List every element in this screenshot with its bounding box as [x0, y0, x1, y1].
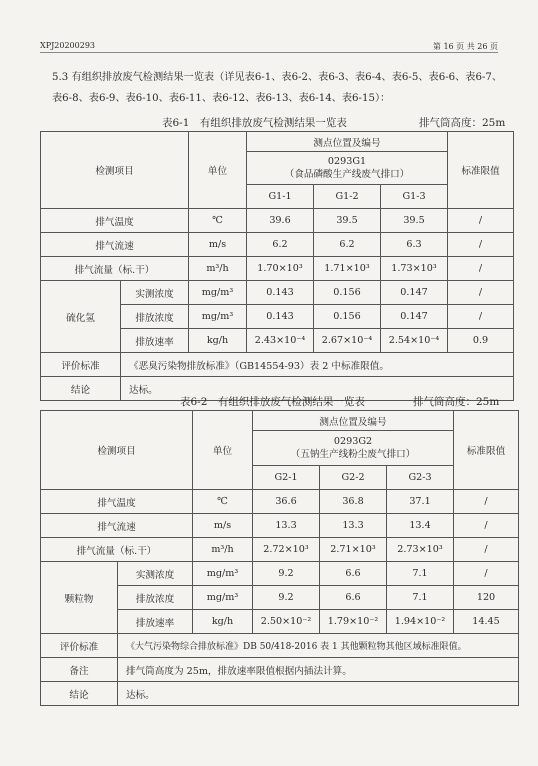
limit-cell: / — [454, 490, 519, 514]
page-header — [40, 41, 498, 53]
page-number: 第 16 页 共 26 页 — [432, 42, 498, 51]
standard-label: 评价标准 — [41, 634, 118, 658]
table-row — [41, 257, 514, 281]
row-label: 排放浓度 — [121, 305, 189, 329]
value-cell: 6.2 — [314, 233, 381, 257]
row-label: 排气流速 — [41, 514, 193, 538]
row-label: 实测浓度 — [118, 562, 193, 586]
table-row — [41, 281, 514, 305]
value-cell: 39.5 — [381, 209, 448, 233]
value-cell: 6.6 — [320, 586, 387, 610]
table-row — [41, 353, 514, 377]
table-row — [41, 233, 514, 257]
header-limit: 标准限值 — [448, 132, 514, 209]
value-cell: 1.70×10³ — [247, 257, 314, 281]
row-label: 实测浓度 — [121, 281, 189, 305]
header-limit: 标准限值 — [454, 411, 519, 490]
conclusion-label: 结论 — [41, 377, 121, 401]
point-code: 0293G2 — [333, 436, 373, 447]
table-row — [41, 634, 519, 658]
limit-cell: / — [454, 562, 519, 586]
table2-caption: 表6-2 有组织排放废气检测结果一览表 — [180, 396, 365, 408]
row-label: 排放速率 — [118, 610, 193, 634]
unit-cell: ℃ — [189, 209, 247, 233]
value-cell: 0.156 — [314, 281, 381, 305]
value-cell: 37.1 — [387, 490, 454, 514]
header-item: 检测项目 — [41, 132, 189, 209]
value-cell: 6.2 — [247, 233, 314, 257]
value-cell: 2.73×10³ — [387, 538, 454, 562]
limit-cell: 0.9 — [448, 329, 514, 353]
value-cell: 0.143 — [247, 305, 314, 329]
pollutant-label: 硫化氢 — [41, 281, 121, 353]
limit-cell: / — [448, 257, 514, 281]
point-desc: （五钠生产线粉尘废气排口） — [290, 449, 416, 460]
value-cell: 6.3 — [381, 233, 448, 257]
limit-cell: 14.45 — [454, 610, 519, 634]
unit-cell: mg/m³ — [193, 586, 253, 610]
value-cell: 2.54×10⁻⁴ — [381, 329, 448, 353]
value-cell: 13.3 — [253, 514, 320, 538]
value-cell: 39.5 — [314, 209, 381, 233]
standard-text: 《恶臭污染物排放标准》（GB14554-93）表 2 中标准限值。 — [121, 353, 514, 377]
table-row — [41, 209, 514, 233]
table2-stack-height: 排气筒高度：25m — [413, 396, 500, 408]
value-cell: 36.8 — [320, 490, 387, 514]
table-row — [41, 658, 519, 682]
row-label: 排气温度 — [41, 209, 189, 233]
row-label: 排气流量（标.干） — [41, 538, 193, 562]
unit-cell: m/s — [193, 514, 253, 538]
header-point: 测点位置及编号 — [247, 132, 448, 152]
value-cell: 6.6 — [320, 562, 387, 586]
note-label: 备注 — [41, 658, 118, 682]
value-cell: 13.4 — [387, 514, 454, 538]
row-label: 排放浓度 — [118, 586, 193, 610]
unit-cell: ℃ — [193, 490, 253, 514]
limit-cell: / — [448, 305, 514, 329]
value-cell: 39.6 — [247, 209, 314, 233]
value-cell: 7.1 — [387, 562, 454, 586]
point-cell — [253, 431, 454, 466]
value-cell: 2.67×10⁻⁴ — [314, 329, 381, 353]
unit-cell: m/s — [189, 233, 247, 257]
value-cell: 0.147 — [381, 281, 448, 305]
limit-cell: / — [448, 209, 514, 233]
limit-cell: / — [448, 281, 514, 305]
value-cell: 7.1 — [387, 586, 454, 610]
value-cell: 0.143 — [247, 281, 314, 305]
sample-id: G1-2 — [314, 185, 381, 209]
row-label: 排气流量（标.干） — [41, 257, 189, 281]
unit-cell: kg/h — [193, 610, 253, 634]
point-desc: （食品磷酸生产线废气排口） — [284, 169, 410, 180]
conclusion-text: 达标。 — [118, 682, 519, 706]
value-cell: 1.94×10⁻² — [387, 610, 454, 634]
value-cell: 13.3 — [320, 514, 387, 538]
pollutant-label: 颗粒物 — [41, 562, 118, 634]
limit-cell: 120 — [454, 586, 519, 610]
table-row — [41, 490, 519, 514]
conclusion-text: 达标。 — [121, 377, 514, 401]
table-row — [41, 514, 519, 538]
table-row — [41, 538, 519, 562]
unit-cell: mg/m³ — [193, 562, 253, 586]
header-rule — [40, 52, 498, 53]
document-code: XPJ20200293 — [40, 41, 96, 50]
header-unit: 单位 — [189, 132, 247, 209]
unit-cell: mg/m³ — [189, 281, 247, 305]
table1 — [40, 131, 514, 401]
value-cell: 2.50×10⁻² — [253, 610, 320, 634]
sample-id: G1-3 — [381, 185, 448, 209]
conclusion-label: 结论 — [41, 682, 118, 706]
sample-id: G2-1 — [253, 466, 320, 490]
value-cell: 0.156 — [314, 305, 381, 329]
standard-text: 《大气污染物综合排放标准》DB 50/418-2016 表 1 其他颗粒物其他区域标准限值。 — [118, 634, 519, 658]
point-code: 0293G1 — [327, 156, 367, 167]
standard-label: 评价标准 — [41, 353, 121, 377]
value-cell: 1.73×10³ — [381, 257, 448, 281]
sample-id: G2-3 — [387, 466, 454, 490]
value-cell: 2.72×10³ — [253, 538, 320, 562]
header-item: 检测项目 — [41, 411, 193, 490]
unit-cell: kg/h — [189, 329, 247, 353]
row-label: 排放速率 — [121, 329, 189, 353]
header-unit: 单位 — [193, 411, 253, 490]
table-row — [41, 682, 519, 706]
value-cell: 1.79×10⁻² — [320, 610, 387, 634]
table2 — [40, 410, 519, 706]
table-row — [41, 562, 519, 586]
unit-cell: m³/h — [193, 538, 253, 562]
limit-cell: / — [454, 538, 519, 562]
value-cell: 0.147 — [381, 305, 448, 329]
value-cell: 2.43×10⁻⁴ — [247, 329, 314, 353]
row-label: 排气温度 — [41, 490, 193, 514]
unit-cell: mg/m³ — [189, 305, 247, 329]
point-cell — [247, 152, 448, 185]
row-label: 排气流速 — [41, 233, 189, 257]
value-cell: 9.2 — [253, 586, 320, 610]
table1-caption: 表6-1 有组织排放废气检测结果一览表 — [162, 117, 347, 129]
value-cell: 2.71×10³ — [320, 538, 387, 562]
limit-cell: / — [454, 514, 519, 538]
unit-cell: m³/h — [189, 257, 247, 281]
value-cell: 36.6 — [253, 490, 320, 514]
section-intro: 5.3 有组织排放废气检测结果一览表（详见表6-1、表6-2、表6-3、表6-4、表6-5、表6-6、表6-7、表6-8、表6-9、表6-10、表6-11、表6-12、表6-13、表6-14、表6-15）： — [52, 72, 503, 104]
value-cell: 1.71×10³ — [314, 257, 381, 281]
table1-stack-height: 排气筒高度：25m — [419, 117, 506, 129]
note-text: 排气筒高度为 25m，排放速率限值根据内插法计算。 — [118, 658, 519, 682]
limit-cell: / — [448, 233, 514, 257]
value-cell: 9.2 — [253, 562, 320, 586]
header-point: 测点位置及编号 — [253, 411, 454, 431]
sample-id: G1-1 — [247, 185, 314, 209]
sample-id: G2-2 — [320, 466, 387, 490]
